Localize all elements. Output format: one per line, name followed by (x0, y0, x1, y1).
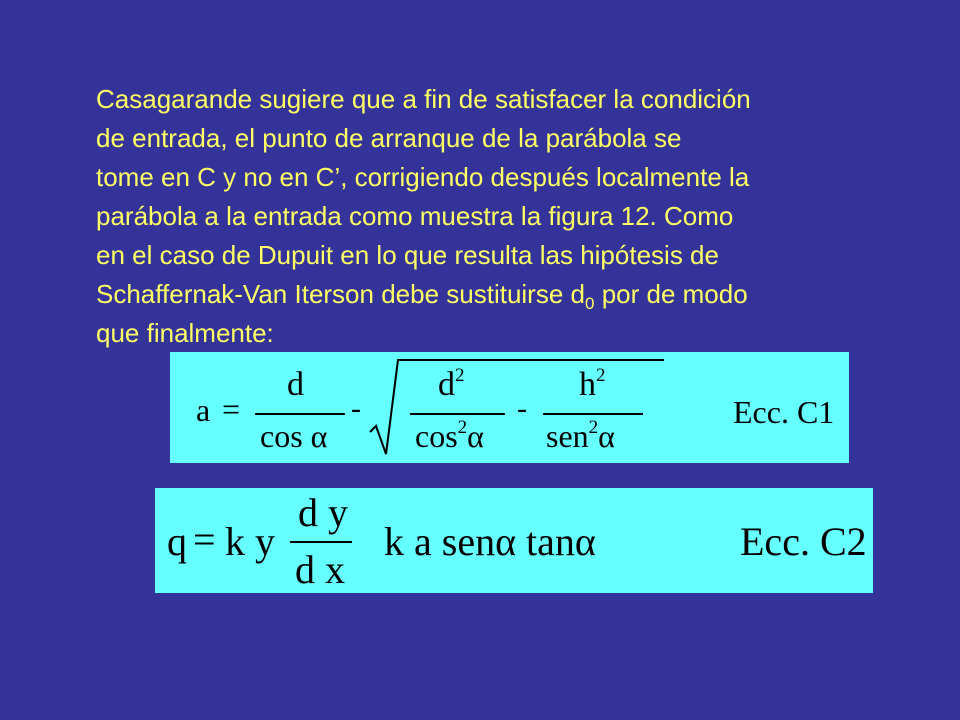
exponent: 2 (457, 417, 468, 438)
exponent: 2 (596, 365, 606, 386)
paragraph-line: en el caso de Dupuit en lo que resulta las hipótesis de (96, 240, 719, 270)
eq1-label: Ecc. C1 (733, 394, 835, 430)
body-paragraph (96, 80, 916, 353)
exponent: 2 (455, 365, 465, 386)
eq1-frac1-numerator: d (287, 366, 304, 403)
line-text: por de modo (594, 279, 748, 309)
eq1-minus: - (351, 392, 361, 425)
eq2-label: Ecc. C2 (740, 519, 867, 564)
alpha: α (598, 418, 615, 454)
eq2-frac-denominator: d x (295, 547, 345, 592)
eq1-frac2-num-base: d (438, 366, 455, 403)
equation-c2-box (155, 488, 873, 593)
paragraph-line: tome en C y no en C’, corrigiendo después localmente la (96, 162, 750, 192)
eq1-frac2-numerator (438, 365, 465, 403)
eq2-frac-bar (290, 541, 352, 543)
eq1-frac2-denominator (415, 417, 484, 454)
equation-c1-box (170, 352, 849, 463)
eq2-factor: k y (225, 519, 275, 564)
eq2-frac-numerator: d y (298, 490, 348, 535)
eq2-lhs: q (167, 519, 187, 564)
eq1-frac3-bar (543, 413, 643, 415)
paragraph-line (96, 275, 916, 314)
line-text: Schaffernak-Van Iterson debe sustituirse d (96, 279, 585, 309)
eq1-frac3-den-base: sen (546, 418, 589, 454)
eq1-frac1-bar (255, 413, 345, 415)
eq1-frac2-bar (410, 413, 505, 415)
alpha: α (467, 418, 484, 454)
subscript: 0 (585, 294, 595, 313)
eq2-rest: k a senα tanα (384, 519, 596, 564)
eq1-equals: = (222, 391, 241, 427)
paragraph-line: que finalmente: (96, 318, 274, 348)
eq1-frac3-numerator (579, 365, 606, 403)
exponent: 2 (588, 417, 599, 438)
paragraph-line: de entrada, el punto de arranque de la parábola se (96, 123, 682, 153)
eq1-frac1-denominator: cos α (260, 418, 328, 454)
eq1-minus: - (517, 392, 527, 425)
eq1-frac3-denominator (546, 417, 615, 454)
eq2-equals: = (193, 517, 216, 562)
paragraph-line: parábola a la entrada como muestra la figura 12. Como (96, 201, 734, 231)
paragraph-line: Casagarande sugiere que a fin de satisfacer la condición (96, 84, 751, 114)
eq1-frac3-num-base: h (579, 366, 596, 403)
eq1-frac2-den-base: cos (415, 418, 458, 454)
eq1-lhs: a (196, 392, 211, 428)
